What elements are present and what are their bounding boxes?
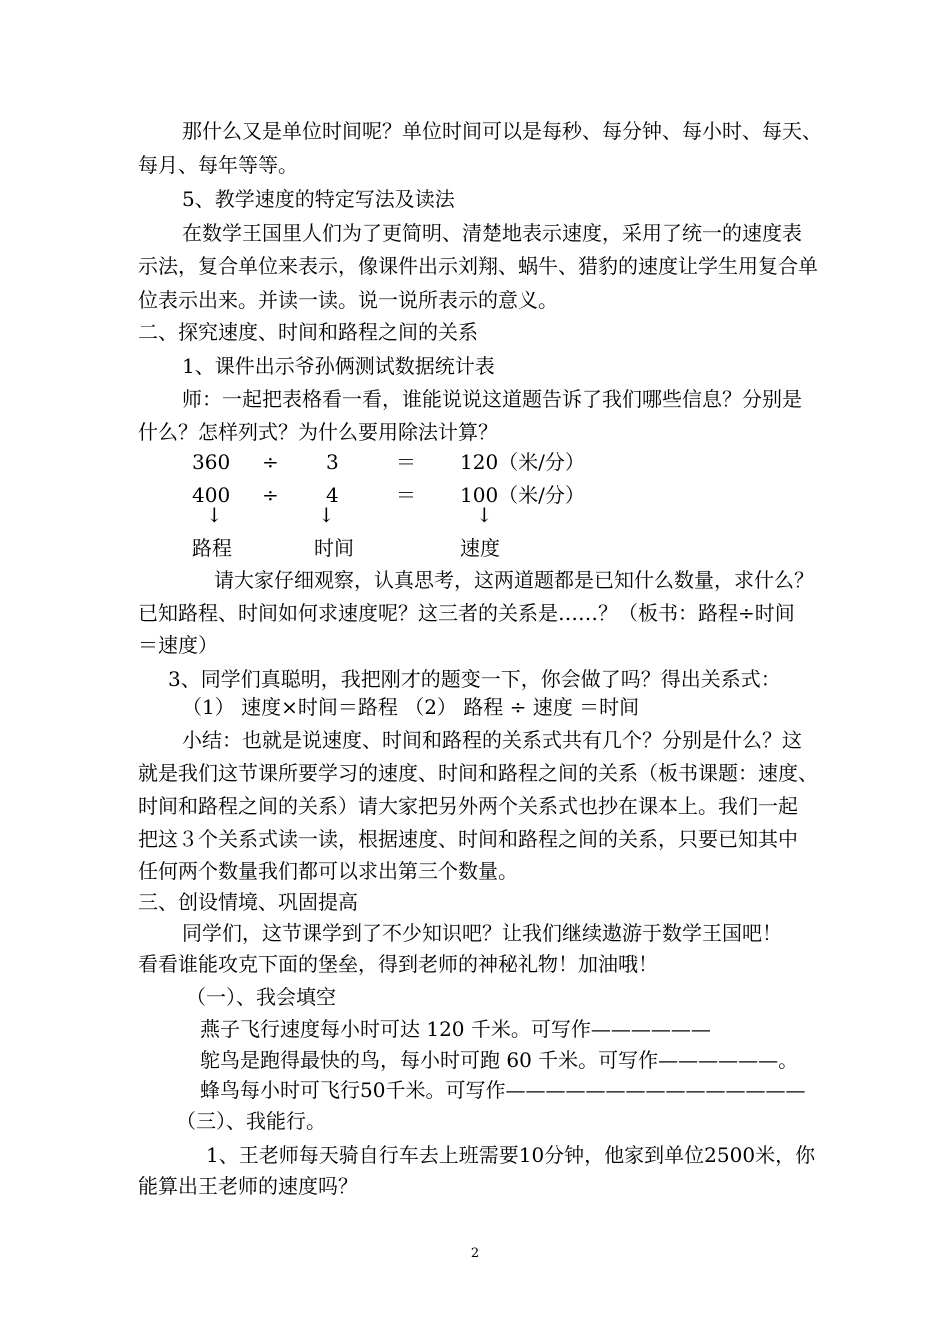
equation-result: 120（米/分） <box>460 450 585 474</box>
fill-blank-item: 燕子飞行速度每小时可达 120 千米。可写作—————— <box>200 1017 711 1041</box>
section-heading: 二、探究速度、时间和路程之间的关系 <box>138 320 478 344</box>
down-arrow-icon: ↓ <box>318 503 335 527</box>
fill-blank-item: 鸵鸟是跑得最快的鸟，每小时可跑 60 千米。可写作——————。 <box>200 1048 799 1072</box>
paragraph-line: 就是我们这节课所要学习的速度、时间和路程之间的关系（板书课题：速度、 <box>138 761 818 785</box>
paragraph-line: 同学们，这节课学到了不少知识吧？让我们继续遨游于数学王国吧！ <box>182 921 782 945</box>
paragraph-line: 把这３个关系式读一读，根据速度、时间和路程之间的关系，只要已知其中 <box>138 827 798 851</box>
paragraph-line: 看看谁能攻克下面的堡垒，得到老师的神秘礼物！加油哦！ <box>138 952 658 976</box>
section-heading: 1、课件出示爷孙俩测试数据统计表 <box>182 354 495 378</box>
paragraph-line: 位表示出来。并读一读。说一说所表示的意义。 <box>138 288 558 312</box>
equation-equals: ＝ <box>396 483 416 507</box>
paragraph-line: 任何两个数量我们都可以求出第三个数量。 <box>138 859 518 883</box>
down-arrow-icon: ↓ <box>206 503 223 527</box>
equation-result: 100（米/分） <box>460 483 585 507</box>
equation-operator: ÷ <box>262 450 279 474</box>
equation-time: 4 <box>326 483 339 507</box>
paragraph-line: ＝速度） <box>138 633 218 657</box>
page-number: 2 <box>470 1246 480 1261</box>
section-heading: 5、教学速度的特定写法及读法 <box>182 187 455 211</box>
down-arrow-icon: ↓ <box>476 503 493 527</box>
paragraph-line: 什么？怎样列式？为什么要用除法计算？ <box>138 420 498 444</box>
fill-blank-item: 蜂鸟每小时可飞行50千米。可写作——————————————— <box>200 1078 806 1102</box>
problem-line: 能算出王老师的速度吗？ <box>138 1174 358 1198</box>
equation-time: 3 <box>326 450 339 474</box>
paragraph-line: 那什么又是单位时间呢？单位时间可以是每秒、每分钟、每小时、每天、 <box>182 119 822 143</box>
paragraph-line: 示法，复合单位来表示，像课件出示刘翔、蜗牛、猎豹的速度让学生用复合单 <box>138 254 818 278</box>
paragraph-line: 3、同学们真聪明，我把刚才的题变一下，你会做了吗？得出关系式： <box>168 667 781 691</box>
equation-equals: ＝ <box>396 450 416 474</box>
paragraph-line: 每月、每年等等。 <box>138 153 298 177</box>
equation-operator: ÷ <box>262 483 279 507</box>
subsection-heading: （三）、我能行。 <box>176 1109 326 1133</box>
paragraph-line: 小结：也就是说速度、时间和路程的关系式共有几个？分别是什么？这 <box>182 728 802 752</box>
section-heading: 三、创设情境、巩固提高 <box>138 890 358 914</box>
formula-line: （1） 速度×时间＝路程 （2） 路程 ÷ 速度 ＝时间 <box>182 695 640 719</box>
paragraph-line: 在数学王国里人们为了更简明、清楚地表示速度，采用了统一的速度表 <box>182 221 802 245</box>
problem-line: 1、王老师每天骑自行车去上班需要10分钟，他家到单位2500米，你 <box>206 1143 816 1167</box>
label-distance: 路程 <box>192 536 232 560</box>
label-time: 时间 <box>314 536 354 560</box>
subsection-heading: （一）、我会填空 <box>186 985 336 1009</box>
equation-distance: 400 <box>192 483 231 507</box>
paragraph-line: 时间和路程之间的关系）请大家把另外两个关系式也抄在课本上。我们一起 <box>138 794 798 818</box>
paragraph-line: 师：一起把表格看一看，谁能说说这道题告诉了我们哪些信息？分别是 <box>182 387 802 411</box>
equation-distance: 360 <box>192 450 231 474</box>
paragraph-line: 请大家仔细观察，认真思考，这两道题都是已知什么数量，求什么？ <box>214 568 814 592</box>
label-speed: 速度 <box>460 536 500 560</box>
paragraph-line: 已知路程、时间如何求速度呢？这三者的关系是……？（板书：路程÷时间 <box>138 601 795 625</box>
